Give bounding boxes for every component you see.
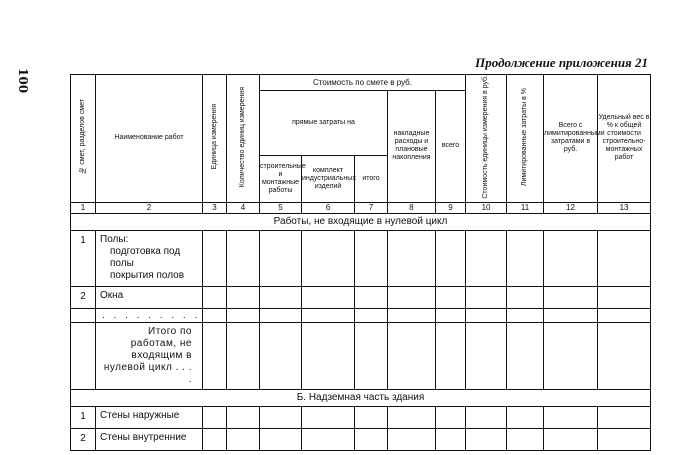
col-header-3: Единица измерения bbox=[203, 75, 227, 203]
cost-group-header: Стоимость по смете в руб. bbox=[260, 75, 466, 91]
col-header-4: Количество единиц измерения bbox=[227, 75, 260, 203]
col-header-6: комплект индустриальных изделий bbox=[302, 155, 355, 202]
cost-table bbox=[70, 74, 651, 451]
col-header-8: накладные расходы и плановые накопления bbox=[388, 91, 436, 203]
continuation-title: Продолжение приложения 21 bbox=[475, 55, 648, 70]
col-header-13: Удельный вес в % к общей стоимости строительно-монтажных работ bbox=[598, 75, 651, 203]
col-header-1: № смет, разделов смет bbox=[71, 75, 96, 203]
col-header-9: всего bbox=[436, 91, 466, 203]
col-header-10: Стоимость единицы измерения в руб. bbox=[466, 75, 507, 203]
table-row: . . . . . . . . . bbox=[71, 308, 651, 322]
section-b-heading: Б. Надземная часть здания bbox=[71, 389, 651, 406]
table-row: 2 Окна bbox=[71, 286, 651, 308]
section-a-heading: Работы, не входящие в нулевой цикл bbox=[71, 213, 651, 230]
col-header-12: Всего с лимитированными затратами в руб. bbox=[544, 75, 598, 203]
column-number-row: 1 2 3 4 5 6 7 8 9 10 11 12 13 bbox=[71, 202, 651, 213]
direct-costs-header: прямые затраты на bbox=[260, 91, 388, 156]
table-row: Итого по работам, не входящим в нулевой цикл . . . . bbox=[71, 322, 651, 389]
page-number: 100 bbox=[16, 68, 30, 94]
table-row: 1 Полы: подготовка под полы покрытия полов bbox=[71, 230, 651, 286]
table-row: 1 Стены наружные bbox=[71, 406, 651, 428]
col-header-2: Наименование работ bbox=[96, 75, 203, 203]
col-header-11: Лимитированные затраты в % bbox=[507, 75, 544, 203]
col-header-7: итого bbox=[355, 155, 388, 202]
table-row: 2 Стены внутренние bbox=[71, 428, 651, 450]
col-header-5: строительные и монтажные работы bbox=[260, 155, 302, 202]
